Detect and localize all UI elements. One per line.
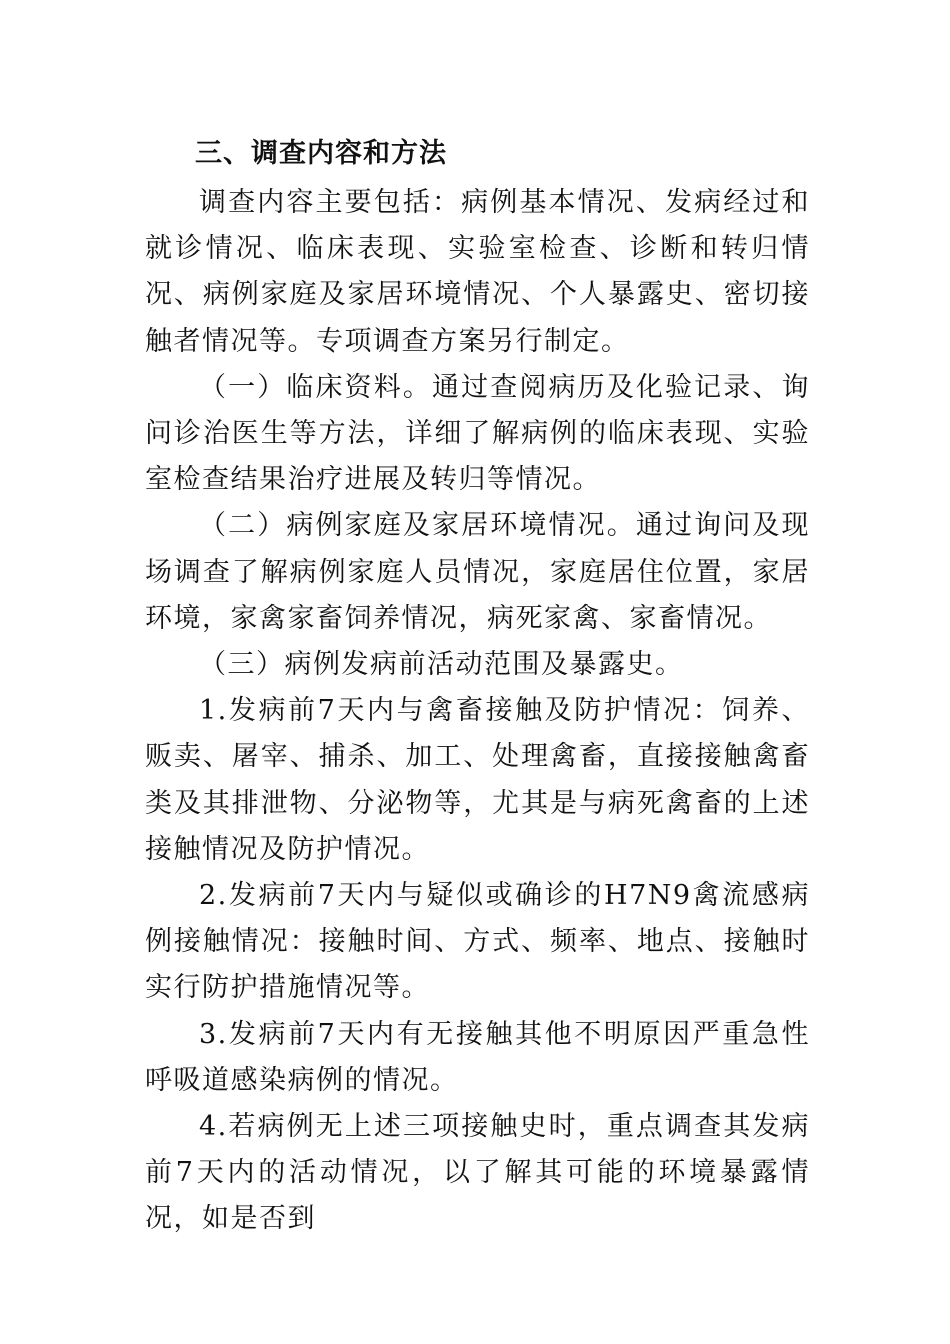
section-heading: 三、调查内容和方法 bbox=[195, 138, 447, 169]
list-item-3: 3.发病前7天内有无接触其他不明原因严重急性呼吸道感染病例的情况。 bbox=[145, 1018, 810, 1096]
list-item-1: 1.发病前7天内与禽畜接触及防护情况：饲养、贩卖、屠宰、捕杀、加工、处理禽畜，直接接触禽畜类及其排泄物、分泌物等，尤其是与病死禽畜的上述接触情况及防护情况。 bbox=[145, 695, 810, 865]
paragraph-survey-content: 调查内容主要包括：病例基本情况、发病经过和就诊情况、临床表现、实验室检查、诊断和转归情况、病例家庭及家居环境情况、个人暴露史、密切接触者情况等。专项调查方案另行制定。 bbox=[145, 187, 810, 357]
list-item-4: 4.若病例无上述三项接触史时，重点调查其发病前7天内的活动情况，以了解其可能的环境暴露情况，如是否到 bbox=[145, 1111, 810, 1235]
document-body bbox=[145, 128, 810, 1243]
paragraph-exposure-history: （三）病例发病前活动范围及暴露史。 bbox=[199, 649, 684, 681]
list-item-2: 2.发病前7天内与疑似或确诊的H7N9禽流感病例接触情况：接触时间、方式、频率、地点、接触时实行防护措施情况等。 bbox=[145, 880, 810, 1004]
paragraph-home-environment: （二）病例家庭及家居环境情况。通过询问及现场调查了解病例家庭人员情况，家庭居住位置，家居环境，家禽家畜饲养情况，病死家禽、家畜情况。 bbox=[145, 510, 810, 634]
paragraph-clinical-data: （一）临床资料。通过查阅病历及化验记录、询问诊治医生等方法，详细了解病例的临床表现、实验室检查结果治疗进展及转归等情况。 bbox=[145, 371, 810, 496]
